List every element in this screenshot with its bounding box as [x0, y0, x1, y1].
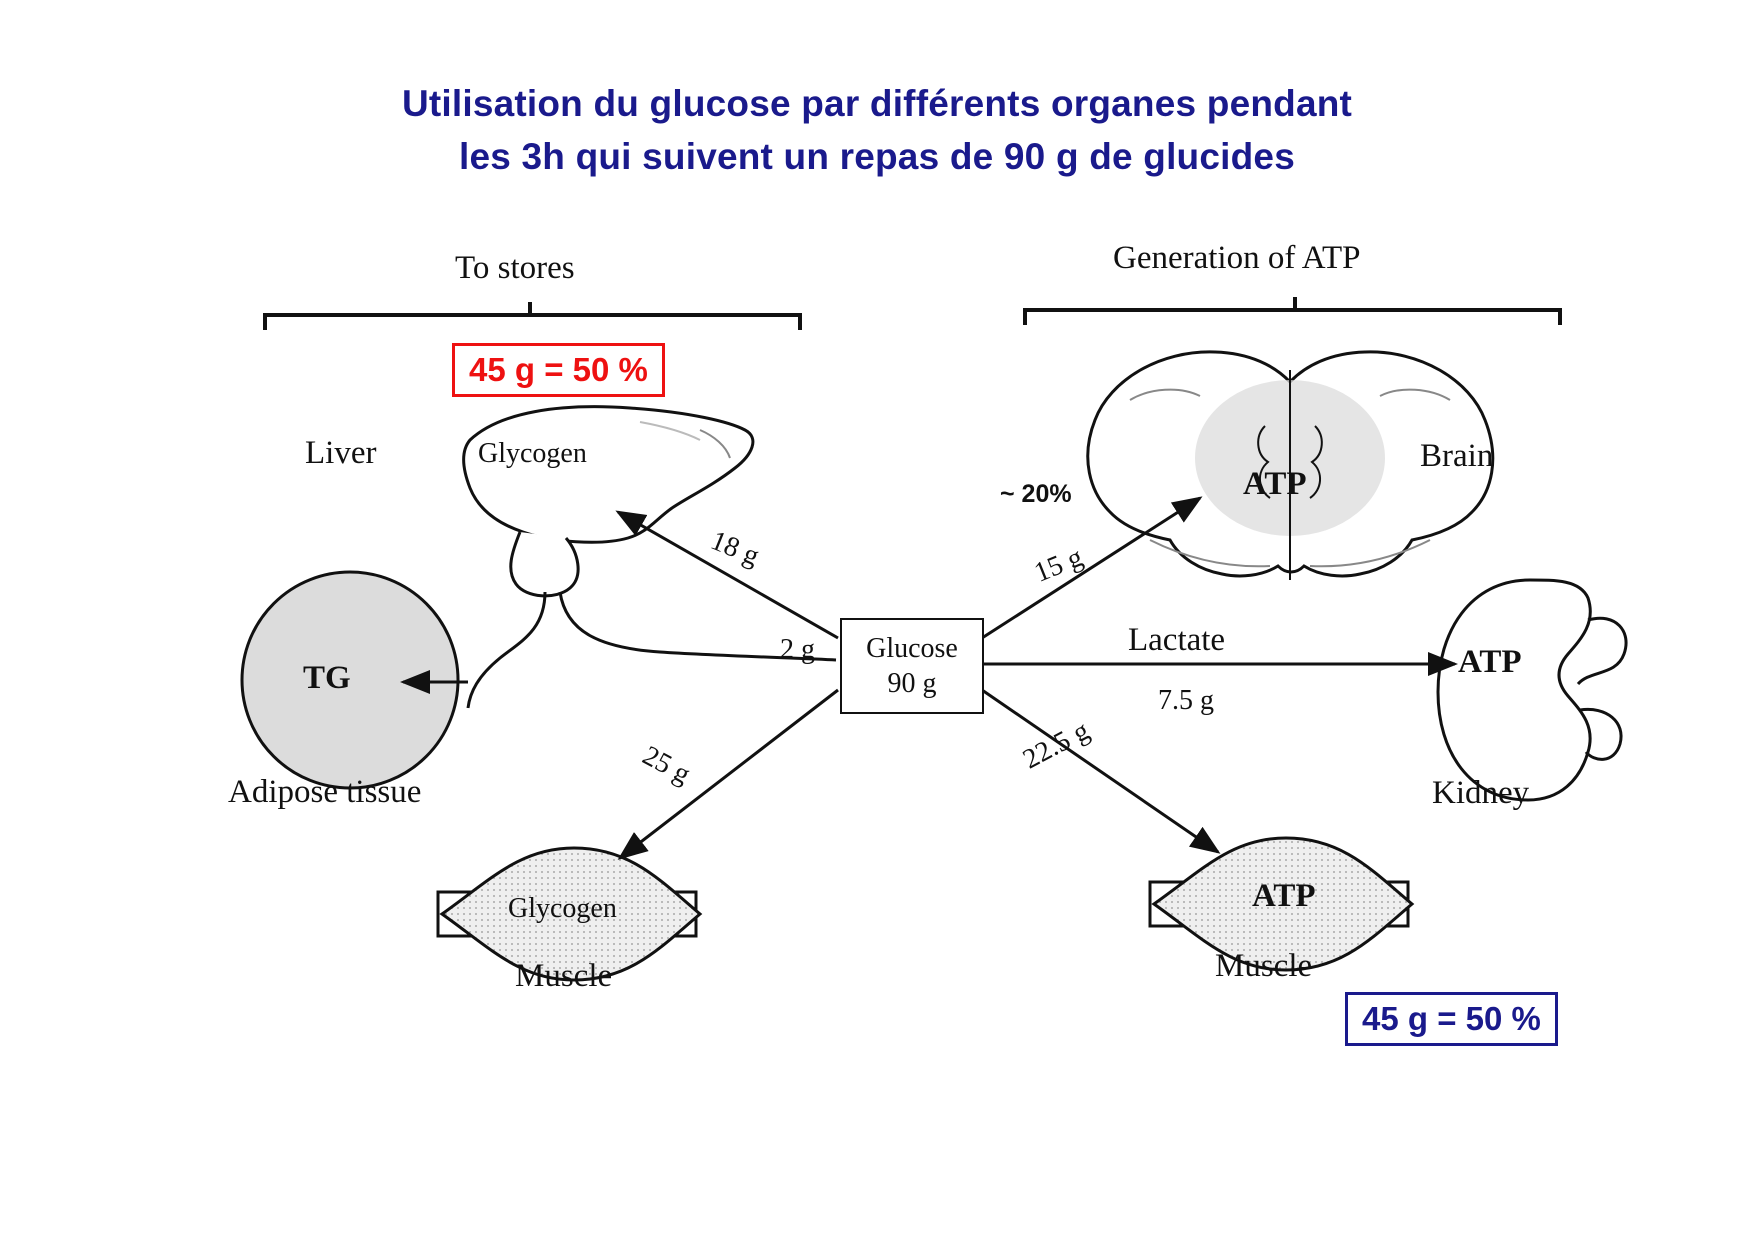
liver-duct	[468, 592, 545, 708]
flow-label-kidney: 7.5 g	[1158, 685, 1214, 716]
label-adipose-tissue: Adipose tissue	[228, 774, 422, 810]
callout-stores-total: 45 g = 50 %	[452, 343, 665, 397]
diagram-canvas	[0, 240, 1754, 1240]
glucose-node-amount: 90 g	[887, 668, 937, 699]
flow-label-muscle-atp: 22.5 g	[1018, 715, 1095, 776]
bracket-to-stores	[265, 302, 800, 330]
label-muscle-right-atp: ATP	[1252, 878, 1316, 914]
page-title-line-1: Utilisation du glucose par différents organes pendant	[401, 83, 1353, 124]
page-title-line-2: les 3h qui suivent un repas de 90 g de glucides	[459, 135, 1295, 177]
callout-atp-total: 45 g = 50 %	[1345, 992, 1558, 1046]
flow-label-brain: 15 g	[1030, 541, 1088, 589]
kidney-illustration	[1438, 580, 1626, 800]
label-brain: Brain	[1420, 438, 1494, 474]
bracket-generation-of-atp	[1025, 297, 1560, 325]
group-header-generation-of-atp: Generation of ATP	[1113, 240, 1361, 276]
label-muscle-right: Muscle	[1215, 948, 1313, 984]
flow-label-muscle-glycogen: 25 g	[637, 740, 696, 791]
label-kidney-atp: ATP	[1458, 644, 1522, 680]
label-muscle-left: Muscle	[515, 958, 613, 994]
glucose-node	[840, 618, 984, 714]
page-title	[0, 78, 1754, 183]
label-liver-glycogen: Glycogen	[478, 438, 587, 469]
label-kidney: Kidney	[1432, 775, 1530, 811]
glucose-node-name: Glucose	[866, 633, 958, 664]
annotation-brain-share: ~ 20%	[1000, 480, 1072, 508]
group-header-to-stores: To stores	[455, 250, 575, 286]
glucose-utilisation-diagram	[0, 240, 1754, 1240]
label-muscle-left-glycogen: Glycogen	[508, 893, 617, 924]
label-brain-atp: ATP	[1243, 466, 1307, 502]
label-lactate: Lactate	[1128, 622, 1226, 658]
flow-label-liver: 18 g	[706, 525, 764, 573]
arrow-glucose-to-brain	[982, 498, 1200, 638]
label-liver: Liver	[305, 435, 377, 471]
flow-label-adipose: 2 g	[780, 634, 815, 665]
label-tg: TG	[303, 660, 351, 696]
liver-illustration	[464, 407, 753, 596]
